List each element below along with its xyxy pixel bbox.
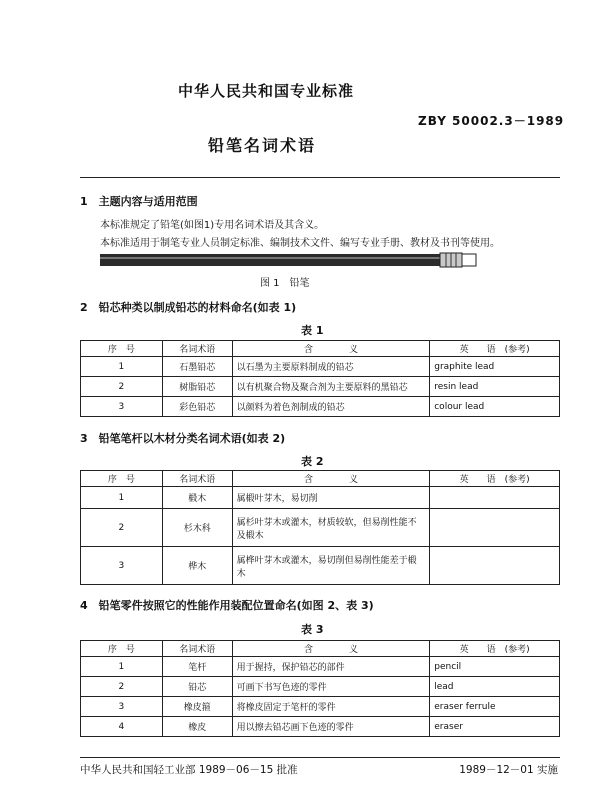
table-row: [81, 377, 560, 397]
table-cell: 4: [81, 717, 163, 737]
table-cell: 2: [81, 677, 163, 697]
main-title: 中华人民共和国专业标准: [178, 82, 355, 100]
pencil-highlight: [100, 257, 440, 259]
table-row: [81, 509, 560, 547]
table-3-header-no: 序 号: [81, 641, 163, 657]
standard-number: ZBY 50002.3－1989: [418, 114, 565, 128]
table-cell: 橡皮箍: [162, 697, 232, 717]
table-cell: graphite lead: [430, 357, 560, 377]
table-row: [81, 547, 560, 585]
table-cell: 1: [81, 357, 163, 377]
pencil-figure: [100, 252, 520, 268]
table-3-header-english: 英 语 (参考): [430, 641, 560, 657]
implementation-date: 1989－12－01 实施: [459, 764, 558, 776]
table-2-header-no: 序 号: [81, 471, 163, 487]
table-row: [81, 717, 560, 737]
table-cell: 彩色铅芯: [162, 397, 232, 417]
section-2-heading: 2 铅芯种类以制成铅芯的材料命名(如表 1): [80, 301, 297, 314]
table-cell: 可画下书写色迹的零件: [232, 677, 430, 697]
table-row: [81, 657, 560, 677]
table-cell: 属桦叶芽木或灌木，易切削但易削性能差于椴木: [232, 547, 430, 585]
table-cell: 用以擦去铅芯画下色迹的零件: [232, 717, 430, 737]
table-cell: 以有机聚合物及聚合剂为主要原料的黑铅芯: [232, 377, 430, 397]
section-1-heading: 1 主题内容与适用范围: [80, 195, 198, 208]
table-cell: 以颜料为着色剂制成的铅芯: [232, 397, 430, 417]
table-cell: 将橡皮固定于笔杆的零件: [232, 697, 430, 717]
table-cell: pencil: [430, 657, 560, 677]
table-row: [81, 677, 560, 697]
table-2-header-meaning: 含 义: [232, 471, 430, 487]
table-2-header-english: 英 语 (参考): [430, 471, 560, 487]
table-cell: 1: [81, 657, 163, 677]
table-cell: 用于握持，保护铅芯的部件: [232, 657, 430, 677]
table-1-title: 表 1: [301, 324, 324, 337]
table-cell: [430, 509, 560, 547]
table-cell: 2: [81, 509, 163, 547]
table-cell: colour lead: [430, 397, 560, 417]
table-2-header-term: 名词术语: [162, 471, 232, 487]
table-cell: 3: [81, 697, 163, 717]
table-2: [80, 470, 560, 585]
table-cell: eraser: [430, 717, 560, 737]
table-row: [81, 487, 560, 509]
table-cell: 铅芯: [162, 677, 232, 697]
pencil-barrel: [100, 254, 440, 266]
table-cell: 以石墨为主要原料制成的铅芯: [232, 357, 430, 377]
table-row: [81, 357, 560, 377]
table-cell: 3: [81, 547, 163, 585]
table-cell: 3: [81, 397, 163, 417]
table-cell: 笔杆: [162, 657, 232, 677]
table-cell: 橡皮: [162, 717, 232, 737]
table-cell: 杉木科: [162, 509, 232, 547]
footer-rule: [80, 757, 560, 758]
table-3-header-term: 名词术语: [162, 641, 232, 657]
table-cell: 桦木: [162, 547, 232, 585]
table-3-title: 表 3: [301, 623, 324, 636]
table-3: [80, 640, 560, 737]
table-row: [81, 697, 560, 717]
section-3-heading: 3 铅笔笔杆以木材分类名词术语(如表 2): [80, 432, 286, 445]
table-1-header-meaning: 含 义: [232, 341, 430, 357]
table-1-header-no: 序 号: [81, 341, 163, 357]
table-1: [80, 340, 560, 417]
figure-1-caption: 图 1 铅笔: [260, 278, 310, 289]
table-cell: resin lead: [430, 377, 560, 397]
table-row: [81, 397, 560, 417]
pencil-eraser: [462, 254, 476, 266]
table-2-title: 表 2: [301, 455, 324, 468]
table-3-header-meaning: 含 义: [232, 641, 430, 657]
table-cell: lead: [430, 677, 560, 697]
table-cell: 树脂铅芯: [162, 377, 232, 397]
table-cell: eraser ferrule: [430, 697, 560, 717]
table-cell: 1: [81, 487, 163, 509]
document-title: 铅笔名词术语: [208, 136, 317, 155]
table-cell: 石墨铅芯: [162, 357, 232, 377]
table-cell: 属椴叶芽木，易切削: [232, 487, 430, 509]
section-1-para-1: 本标准规定了铅笔(如图1)专用名词术语及其含义。: [100, 220, 325, 231]
approval-text: 中华人民共和国轻工业部 1989－06－15 批准: [80, 764, 298, 776]
table-cell: [430, 547, 560, 585]
section-4-heading: 4 铅笔零件按照它的性能作用装配位置命名(如图 2、表 3): [80, 599, 374, 612]
section-1-para-2: 本标准适用于制笔专业人员制定标准、编制技术文件、编写专业手册、教材及书刊等使用。: [100, 238, 500, 249]
table-cell: [430, 487, 560, 509]
table-1-header-term: 名词术语: [162, 341, 232, 357]
header-rule: [80, 177, 560, 178]
table-cell: 2: [81, 377, 163, 397]
table-1-header-english: 英 语 (参考): [430, 341, 560, 357]
table-cell: 属杉叶芽木或灌木，材质较软，但易削性能不及椴木: [232, 509, 430, 547]
table-cell: 椴木: [162, 487, 232, 509]
